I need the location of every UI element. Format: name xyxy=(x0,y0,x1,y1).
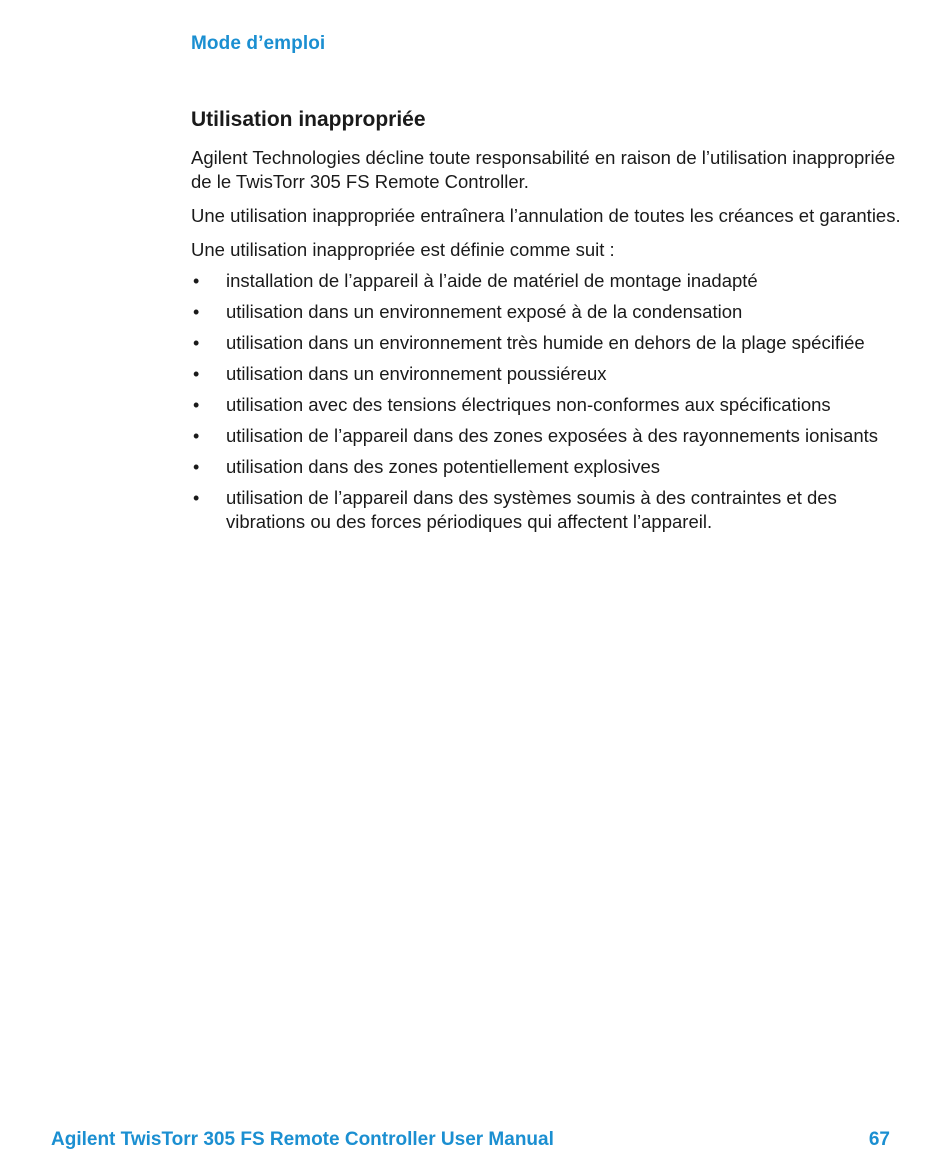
list-item xyxy=(191,362,911,386)
list-item xyxy=(191,393,911,417)
page-header-title: Mode d’emploi xyxy=(191,33,326,54)
list-item xyxy=(191,300,911,324)
paragraph-definition: Une utilisation inappropriée est définie comme suit : xyxy=(191,239,615,260)
list-item-text: utilisation de l’appareil dans des systèmes soumis à des contraintes et des vibrations ou des forces périodiques qui affectent l’appareil. xyxy=(226,487,837,532)
list-item xyxy=(191,424,911,448)
bullet-icon: • xyxy=(193,364,200,384)
section-heading: Utilisation inappropriée xyxy=(191,108,426,131)
list-item-text: utilisation de l’appareil dans des zones exposées à des rayonnements ionisants xyxy=(226,425,879,446)
bullet-icon: • xyxy=(193,271,200,291)
list-item-text: utilisation dans des zones potentiellement explosives xyxy=(226,456,660,477)
misuse-list xyxy=(191,269,911,534)
list-item-text: utilisation dans un environnement poussiéreux xyxy=(226,363,607,384)
bullet-icon: • xyxy=(193,333,200,353)
list-item-text: utilisation dans un environnement très humide en dehors de la plage spécifiée xyxy=(226,332,865,353)
list-item xyxy=(191,331,911,355)
bullet-icon: • xyxy=(193,426,200,446)
list-item xyxy=(191,455,911,479)
bullet-icon: • xyxy=(193,457,200,477)
bullet-icon: • xyxy=(193,395,200,415)
bullet-icon: • xyxy=(193,488,200,508)
paragraph-disclaimer: Agilent Technologies décline toute responsabilité en raison de l’utilisation inappropriée de le TwisTorr 305 FS Remote Controller. xyxy=(191,147,896,192)
paragraph-warranty: Une utilisation inappropriée entraînera l’annulation de toutes les créances et garanties. xyxy=(191,205,901,226)
list-item xyxy=(191,269,911,293)
main-content xyxy=(191,107,911,541)
bullet-icon: • xyxy=(193,302,200,322)
footer-page-number: 67 xyxy=(868,1129,890,1150)
list-item-text: utilisation dans un environnement exposé à de la condensation xyxy=(226,301,743,322)
list-item-text: utilisation avec des tensions électriques non-conformes aux spécifications xyxy=(226,394,831,415)
list-item xyxy=(191,486,911,534)
footer-manual-title: Agilent TwisTorr 305 FS Remote Controller User Manual xyxy=(51,1129,554,1150)
list-item-text: installation de l’appareil à l’aide de matériel de montage inadapté xyxy=(226,270,758,291)
